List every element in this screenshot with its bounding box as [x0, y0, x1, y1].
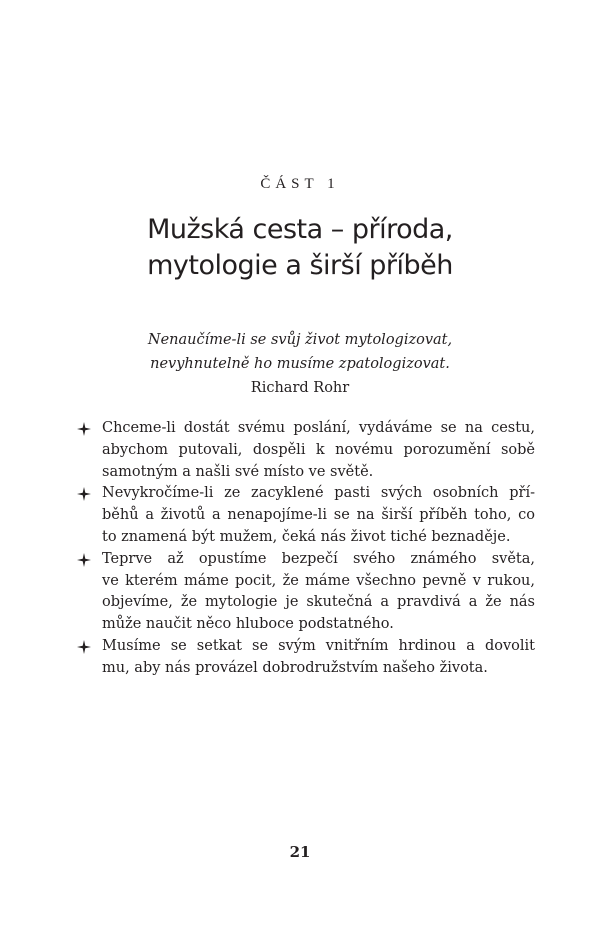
four-point-star-icon	[77, 487, 91, 501]
bullet-line: Musíme se setkat se svým vnitřním hrdinou a dovolit	[102, 637, 535, 654]
bullet-line: Chceme-li dostát svému poslání, vydáváme se na cestu,	[102, 420, 535, 436]
bullet-list	[75, 418, 535, 680]
bullet-item	[75, 636, 535, 680]
bullet-line: může naučit něco hluboce podstatného.	[102, 616, 394, 633]
bullet-line: abychom putovali, dospěli k novému porozumění sobě	[102, 441, 535, 458]
bullet-item	[75, 549, 535, 636]
bullet-line: to znamená být mužem, čeká nás život tiché beznaděje.	[102, 528, 511, 545]
bullet-line: objevíme, že mytologie je skutečná a pravdivá a že nás	[102, 594, 535, 611]
page-number: 21	[289, 843, 311, 861]
four-point-star-icon	[77, 553, 91, 567]
chapter-title	[0, 212, 600, 284]
four-point-star-icon	[77, 640, 91, 654]
part-label: ČÁST 1	[260, 176, 340, 192]
bullet-line: samotným a našli své místo ve světě.	[102, 463, 374, 480]
bullet-line: Nevykročíme-li ze zacyklené pasti svých osobních pří-	[102, 485, 535, 502]
chapter-title-line-1: Mužská cesta – příroda,	[147, 214, 453, 245]
chapter-title-line-2: mytologie a širší příběh	[147, 250, 453, 281]
bullet-item	[75, 483, 535, 548]
bullet-line: ve kterém máme pocit, že máme všechno pevně v rukou,	[102, 572, 535, 589]
bullet-line: mu, aby nás provázel dobrodružstvím našeho života.	[102, 659, 488, 676]
bullet-line: běhů a životů a nenapojíme-li se na širší příběh toho, co	[102, 507, 535, 524]
bullet-item	[75, 418, 535, 483]
bullet-line: Teprve až opustíme bezpečí svého známého světa,	[102, 550, 535, 567]
epigraph	[0, 328, 600, 400]
epigraph-quote-line-2: nevyhnutelně ho musíme zpatologizovat.	[150, 356, 450, 372]
epigraph-quote-line-1: Nenaučíme-li se svůj život mytologizovat,	[147, 332, 453, 348]
four-point-star-icon	[77, 422, 91, 436]
epigraph-author: Richard Rohr	[250, 380, 350, 396]
